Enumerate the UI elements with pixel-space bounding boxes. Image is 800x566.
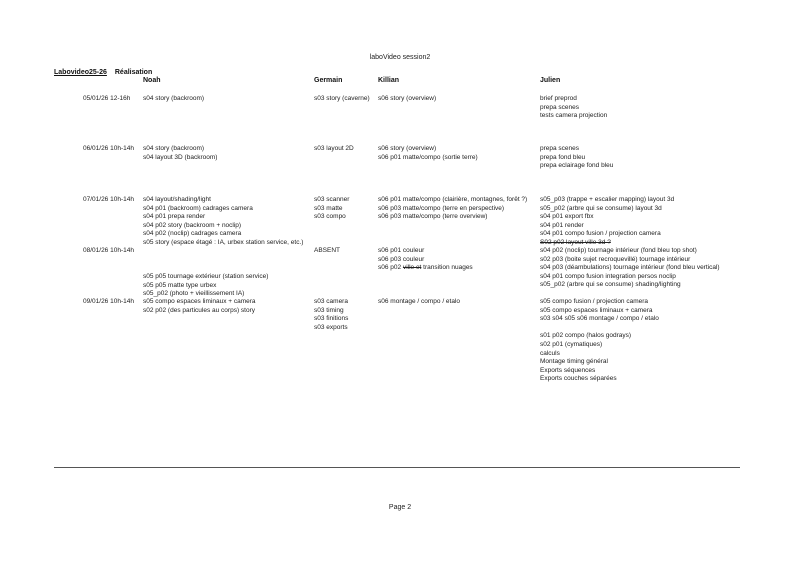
column-header-killian: Killian [378,77,400,84]
task-text-struck: ville et [402,264,422,272]
task-item: s05_p02 (photo + vieillissement IA) [143,290,245,298]
task-item: s05_p03 (trappe + escalier mapping) layout 3d [540,196,675,203]
task-item: prepa eclairage fond bleu [540,162,614,170]
cell-noah [143,95,204,104]
row-date: 08/01/26 10h-14h [83,247,134,254]
cell-germain [314,298,348,332]
task-text: s06 p02 [378,264,403,272]
task-item: s05 compo fusion / projection camera [540,298,649,305]
task-item: s06 montage / compo / etalo [378,298,461,305]
task-item: s06 p03 matte/compo (terre en perspective) [378,204,505,212]
task-item: s03 scanner [314,196,350,203]
task-item: s03 finitions [314,315,349,323]
cell-julien [540,247,720,290]
task-item: s03 timing [314,306,344,314]
column-header-germain: Germain [314,77,343,84]
row-date: 09/01/26 10h-14h [83,298,134,305]
task-item: s05 p05 tournage extérieur (station service) [143,273,269,280]
cell-julien [540,95,607,121]
document-title: laboVideo session2 [369,54,431,61]
column-header-julien: Julien [540,77,561,84]
task-item: s06 p01 couleur [378,247,425,254]
cell-germain [314,95,370,104]
task-item: s05_p02 (arbre qui se consume) layout 3d [540,204,662,212]
task-item: s02 p02 (des particules au corps) story [143,306,255,314]
task-item-mixed [378,264,473,273]
task-item: s06 p01 matte/compo (sortie terre) [378,153,478,161]
task-item: prepa fond bleu [540,153,586,161]
cell-germain [314,145,354,154]
cell-killian [378,298,460,307]
cell-germain [314,247,340,256]
task-item: s04 p01 (backroom) cadrages camera [143,204,253,212]
sheet-label [54,69,152,76]
task-item: s06 story (overview) [378,95,437,102]
cell-germain [314,196,349,222]
cell-killian [378,95,436,104]
blank-line [540,324,659,333]
task-item: s03 s04 s05 s06 montage / compo / etalo [540,315,659,323]
organization-name: Labovideo25-26 [54,69,107,76]
task-item: s04 p01 compo fusion integration persos noclip [540,272,676,280]
task-item: s05 story (espace étagé : IA, urbex station service, etc.) [143,238,304,246]
cell-noah [143,273,268,299]
row-date: 05/01/26 12-16h [83,95,131,102]
task-item: brief preprod [540,95,577,102]
task-item: s06 p03 matte/compo (terre overview) [378,213,488,221]
task-item: s05_p02 (arbre qui se consume) shading/lighting [540,281,681,289]
cell-julien [540,196,674,248]
cell-killian [378,196,527,222]
task-item: s04 story (backroom) [143,145,205,152]
cell-killian [378,145,478,162]
column-header-noah: Noah [143,77,161,84]
task-item: tests camera projection [540,112,608,120]
task-item: calculs [540,349,560,357]
task-text: transition nuages [421,264,473,272]
task-item: Exports couches séparées [540,375,617,383]
task-item: s04 p01 export fbx [540,213,594,221]
task-item: s06 p03 couleur [378,255,425,263]
page-number: Page 2 [388,504,412,511]
task-item: s02 p01 (cymatiques) [540,340,603,348]
task-item: s03 compo [314,213,346,221]
task-item: s03 story (caverne) [314,95,370,102]
task-item: s06 story (overview) [378,145,437,152]
cell-noah [143,145,217,162]
task-item: s03 matte [314,204,343,212]
cell-julien [540,298,659,384]
task-item: s04 layout/shading/light [143,196,211,203]
task-item: s04 p02 (noclip) cadrages camera [143,230,242,238]
task-item: s03 layout 2D [314,145,354,152]
cell-noah [143,298,256,315]
task-item: s04 story (backroom) [143,95,205,102]
cell-killian [378,247,473,273]
task-item: s04 p02 (noclip) tournage intérieur (fond bleu top shot) [540,247,697,254]
row-date: 06/01/26 10h-14h [83,145,134,152]
task-item: s02 p03 (boite sujet recroquevillé) tournage intérieur [540,255,691,263]
task-item: Montage timing général [540,358,608,366]
task-item: s04 p02 story (backroom + noclip) [143,221,242,229]
task-item: s03 exports [314,323,348,331]
task-item: s06 p01 matte/compo (clairière, montagnes, forêt ?) [378,196,528,203]
task-item: prepa scenes [540,145,580,152]
task-item: s04 p03 (déambulations) tournage intérieur (fond bleu vertical) [540,264,720,272]
task-item: s01 p02 compo (halos godrays) [540,332,632,340]
section-name: Réalisation [114,69,153,76]
cell-julien [540,145,613,171]
task-item: Exports séquences [540,366,596,374]
row-date: 07/01/26 10h-14h [83,196,134,203]
task-item: s04 p01 render [540,221,584,229]
task-item: s03 camera [314,298,348,305]
task-item: s05 compo espaces liminaux + camera [143,298,256,305]
task-item: prepa scenes [540,103,580,111]
task-item: s05 p05 matte type urbex [143,281,217,289]
task-item: s04 layout 3D (backroom) [143,153,218,161]
task-item: s05 compo espaces liminaux + camera [540,306,653,314]
task-item: s04 p01 prepa render [143,213,206,221]
status-absent: ABSENT [314,247,341,254]
cell-noah [143,196,303,248]
task-item-struck: S02 p02 layout ville 3d ? [540,238,611,246]
footer-divider [54,467,740,468]
task-item: s04 p01 compo fusion / projection camera [540,230,661,238]
